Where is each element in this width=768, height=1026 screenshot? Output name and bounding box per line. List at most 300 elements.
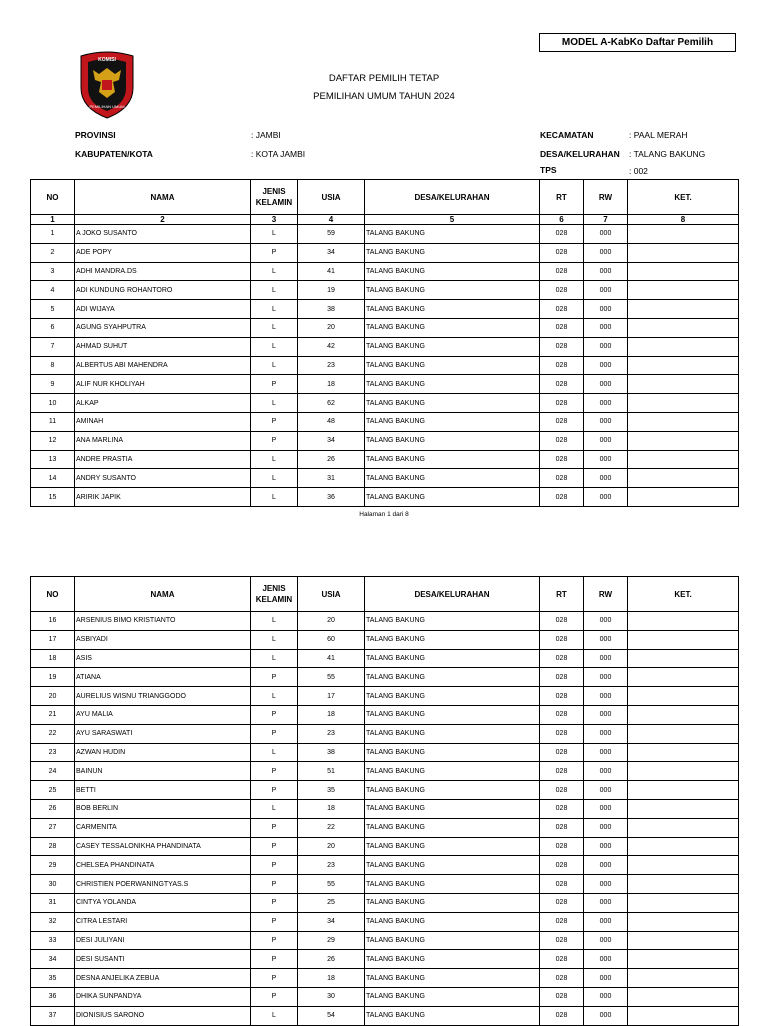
- cell-usia: 38: [298, 743, 365, 762]
- cell-rt: 028: [540, 450, 584, 469]
- cell-usia: 41: [298, 649, 365, 668]
- cell-rt: 028: [540, 630, 584, 649]
- cell-rt: 028: [540, 412, 584, 431]
- table-row: [31, 912, 739, 931]
- table-row: [31, 469, 739, 488]
- cell-rw: 000: [584, 300, 628, 319]
- cell-nama: ADE POPY: [75, 243, 251, 262]
- cell-nama: BETTI: [75, 781, 251, 800]
- cell-desa: TALANG BAKUNG: [365, 818, 540, 837]
- cell-rt: 028: [540, 912, 584, 931]
- cell-rw: 000: [584, 931, 628, 950]
- cell-usia: 41: [298, 262, 365, 281]
- cell-desa: TALANG BAKUNG: [365, 450, 540, 469]
- table-row: [31, 875, 739, 894]
- cell-ket: [628, 724, 739, 743]
- cell-jenis-kelamin: P: [251, 931, 298, 950]
- cell-desa: TALANG BAKUNG: [365, 225, 540, 244]
- cell-rw: 000: [584, 450, 628, 469]
- cell-nama: BOB BERLIN: [75, 799, 251, 818]
- cell-desa: TALANG BAKUNG: [365, 687, 540, 706]
- cell-nama: CASEY TESSALONIKHA PHANDINATA: [75, 837, 251, 856]
- cell-rw: 000: [584, 893, 628, 912]
- cell-ket: [628, 1006, 739, 1025]
- cell-rt: 028: [540, 394, 584, 413]
- cell-rw: 000: [584, 799, 628, 818]
- cell-rt: 028: [540, 488, 584, 507]
- provinsi-value: : JAMBI: [251, 130, 281, 140]
- col-rw: RW: [584, 180, 628, 215]
- cell-desa: TALANG BAKUNG: [365, 987, 540, 1006]
- cell-jenis-kelamin: P: [251, 818, 298, 837]
- cell-no: 24: [31, 762, 75, 781]
- cell-nama: AMINAH: [75, 412, 251, 431]
- cell-rt: 028: [540, 875, 584, 894]
- cell-jenis-kelamin: L: [251, 469, 298, 488]
- cell-jenis-kelamin: L: [251, 799, 298, 818]
- cell-ket: [628, 450, 739, 469]
- cell-rt: 028: [540, 893, 584, 912]
- cell-no: 33: [31, 931, 75, 950]
- cell-jenis-kelamin: L: [251, 630, 298, 649]
- cell-usia: 23: [298, 856, 365, 875]
- cell-no: 17: [31, 630, 75, 649]
- cell-no: 7: [31, 337, 75, 356]
- cell-usia: 18: [298, 375, 365, 394]
- cell-no: 32: [31, 912, 75, 931]
- col-rw: RW: [584, 577, 628, 612]
- cell-rw: 000: [584, 243, 628, 262]
- cell-rw: 000: [584, 668, 628, 687]
- cell-ket: [628, 356, 739, 375]
- cell-usia: 20: [298, 837, 365, 856]
- col-rt: RT: [540, 180, 584, 215]
- cell-no: 8: [31, 356, 75, 375]
- cell-usia: 19: [298, 281, 365, 300]
- cell-jenis-kelamin: P: [251, 969, 298, 988]
- cell-rt: 028: [540, 743, 584, 762]
- cell-no: 37: [31, 1006, 75, 1025]
- cell-nama: DHIKA SUNPANDYA: [75, 987, 251, 1006]
- cell-ket: [628, 281, 739, 300]
- cell-no: 30: [31, 875, 75, 894]
- cell-ket: [628, 950, 739, 969]
- cell-no: 11: [31, 412, 75, 431]
- cell-ket: [628, 630, 739, 649]
- cell-desa: TALANG BAKUNG: [365, 781, 540, 800]
- cell-usia: 36: [298, 488, 365, 507]
- provinsi-label: PROVINSI: [75, 130, 116, 140]
- cell-rw: 000: [584, 337, 628, 356]
- cell-nama: AGUNG SYAHPUTRA: [75, 318, 251, 337]
- cell-rw: 000: [584, 856, 628, 875]
- cell-usia: 23: [298, 356, 365, 375]
- cell-rt: 028: [540, 337, 584, 356]
- cell-rw: 000: [584, 743, 628, 762]
- cell-jenis-kelamin: L: [251, 225, 298, 244]
- cell-usia: 23: [298, 724, 365, 743]
- col-jenis-kelamin: JENIS KELAMIN: [251, 180, 298, 215]
- table-header-row: [31, 577, 739, 612]
- cell-rt: 028: [540, 668, 584, 687]
- cell-no: 9: [31, 375, 75, 394]
- svg-text:PEMILIHAN UMUM: PEMILIHAN UMUM: [89, 104, 125, 109]
- cell-no: 22: [31, 724, 75, 743]
- cell-ket: [628, 649, 739, 668]
- col-rt: RT: [540, 577, 584, 612]
- cell-no: 29: [31, 856, 75, 875]
- table-row: [31, 375, 739, 394]
- cell-jenis-kelamin: P: [251, 987, 298, 1006]
- cell-usia: 54: [298, 1006, 365, 1025]
- cell-no: 14: [31, 469, 75, 488]
- table-row: [31, 818, 739, 837]
- cell-ket: [628, 412, 739, 431]
- cell-rt: 028: [540, 262, 584, 281]
- table-row: [31, 412, 739, 431]
- cell-jenis-kelamin: L: [251, 281, 298, 300]
- cell-no: 2: [31, 243, 75, 262]
- table-row: [31, 431, 739, 450]
- cell-no: 6: [31, 318, 75, 337]
- cell-jenis-kelamin: P: [251, 762, 298, 781]
- table-row: [31, 687, 739, 706]
- cell-desa: TALANG BAKUNG: [365, 394, 540, 413]
- table-row: [31, 488, 739, 507]
- cell-usia: 55: [298, 668, 365, 687]
- cell-usia: 26: [298, 950, 365, 969]
- kabupaten-value: : KOTA JAMBI: [251, 149, 306, 159]
- table-row: [31, 450, 739, 469]
- cell-desa: TALANG BAKUNG: [365, 630, 540, 649]
- cell-nama: AHMAD SUHUT: [75, 337, 251, 356]
- col-desa: DESA/KELURAHAN: [365, 577, 540, 612]
- cell-rw: 000: [584, 837, 628, 856]
- cell-no: 13: [31, 450, 75, 469]
- cell-rt: 028: [540, 856, 584, 875]
- cell-rw: 000: [584, 649, 628, 668]
- cell-rt: 028: [540, 987, 584, 1006]
- cell-nama: ANDRE PRASTIA: [75, 450, 251, 469]
- cell-rt: 028: [540, 837, 584, 856]
- cell-no: 19: [31, 668, 75, 687]
- cell-nama: AYU SARASWATI: [75, 724, 251, 743]
- col-usia: USIA: [298, 577, 365, 612]
- cell-usia: 60: [298, 630, 365, 649]
- cell-desa: TALANG BAKUNG: [365, 931, 540, 950]
- column-number: 5: [365, 215, 540, 225]
- document-subtitle: PEMILIHAN UMUM TAHUN 2024: [313, 91, 455, 102]
- cell-ket: [628, 687, 739, 706]
- cell-desa: TALANG BAKUNG: [365, 318, 540, 337]
- cell-ket: [628, 318, 739, 337]
- kecamatan-value: : PAAL MERAH: [629, 130, 688, 140]
- cell-ket: [628, 488, 739, 507]
- page-info: Halaman 1 dari 8: [359, 511, 409, 518]
- cell-desa: TALANG BAKUNG: [365, 262, 540, 281]
- cell-no: 23: [31, 743, 75, 762]
- table-row: [31, 987, 739, 1006]
- cell-rt: 028: [540, 781, 584, 800]
- cell-desa: TALANG BAKUNG: [365, 649, 540, 668]
- cell-usia: 26: [298, 450, 365, 469]
- table-header-row: [31, 180, 739, 215]
- cell-desa: TALANG BAKUNG: [365, 875, 540, 894]
- cell-desa: TALANG BAKUNG: [365, 612, 540, 631]
- cell-nama: A JOKO SUSANTO: [75, 225, 251, 244]
- cell-ket: [628, 762, 739, 781]
- cell-ket: [628, 668, 739, 687]
- cell-ket: [628, 875, 739, 894]
- cell-rt: 028: [540, 469, 584, 488]
- column-number-row: [31, 215, 739, 225]
- cell-no: 35: [31, 969, 75, 988]
- desa-label: DESA/KELURAHAN: [540, 149, 620, 159]
- svg-text:KOMISI: KOMISI: [98, 57, 116, 63]
- table-row: [31, 630, 739, 649]
- cell-ket: [628, 818, 739, 837]
- cell-desa: TALANG BAKUNG: [365, 705, 540, 724]
- cell-nama: ARIRIK JAPIK: [75, 488, 251, 507]
- cell-rw: 000: [584, 950, 628, 969]
- cell-jenis-kelamin: L: [251, 262, 298, 281]
- cell-nama: ALIF NUR KHOLIYAH: [75, 375, 251, 394]
- cell-rt: 028: [540, 818, 584, 837]
- cell-jenis-kelamin: P: [251, 243, 298, 262]
- cell-nama: CHELSEA PHANDINATA: [75, 856, 251, 875]
- cell-no: 34: [31, 950, 75, 969]
- cell-rw: 000: [584, 225, 628, 244]
- cell-rt: 028: [540, 1006, 584, 1025]
- cell-rw: 000: [584, 281, 628, 300]
- cell-usia: 34: [298, 243, 365, 262]
- cell-rw: 000: [584, 612, 628, 631]
- cell-usia: 35: [298, 781, 365, 800]
- cell-usia: 30: [298, 987, 365, 1006]
- kabupaten-label: KABUPATEN/KOTA: [75, 149, 153, 159]
- cell-jenis-kelamin: L: [251, 356, 298, 375]
- kecamatan-label: KECAMATAN: [540, 130, 594, 140]
- cell-ket: [628, 300, 739, 319]
- cell-ket: [628, 431, 739, 450]
- cell-jenis-kelamin: P: [251, 431, 298, 450]
- cell-nama: CARMENITA: [75, 818, 251, 837]
- table-row: [31, 799, 739, 818]
- cell-rw: 000: [584, 987, 628, 1006]
- cell-jenis-kelamin: P: [251, 875, 298, 894]
- cell-ket: [628, 612, 739, 631]
- cell-nama: CITRA LESTARI: [75, 912, 251, 931]
- cell-nama: DESI SUSANTI: [75, 950, 251, 969]
- cell-nama: DESNA ANJELIKA ZEBUA: [75, 969, 251, 988]
- cell-rw: 000: [584, 781, 628, 800]
- cell-rw: 000: [584, 356, 628, 375]
- cell-rt: 028: [540, 762, 584, 781]
- table-row: [31, 743, 739, 762]
- cell-usia: 51: [298, 762, 365, 781]
- cell-desa: TALANG BAKUNG: [365, 724, 540, 743]
- col-ket: KET.: [628, 577, 739, 612]
- cell-rt: 028: [540, 931, 584, 950]
- cell-desa: TALANG BAKUNG: [365, 431, 540, 450]
- cell-desa: TALANG BAKUNG: [365, 300, 540, 319]
- table-row: [31, 262, 739, 281]
- table-row: [31, 781, 739, 800]
- table-row: [31, 394, 739, 413]
- cell-jenis-kelamin: L: [251, 300, 298, 319]
- table-row: [31, 856, 739, 875]
- cell-no: 27: [31, 818, 75, 837]
- cell-nama: ATIANA: [75, 668, 251, 687]
- cell-usia: 22: [298, 818, 365, 837]
- cell-jenis-kelamin: L: [251, 743, 298, 762]
- cell-ket: [628, 375, 739, 394]
- cell-desa: TALANG BAKUNG: [365, 969, 540, 988]
- cell-ket: [628, 337, 739, 356]
- cell-usia: 59: [298, 225, 365, 244]
- cell-usia: 18: [298, 705, 365, 724]
- cell-jenis-kelamin: L: [251, 394, 298, 413]
- cell-jenis-kelamin: P: [251, 837, 298, 856]
- cell-no: 20: [31, 687, 75, 706]
- cell-usia: 17: [298, 687, 365, 706]
- cell-rw: 000: [584, 412, 628, 431]
- kpu-logo: [75, 50, 139, 120]
- table-row: [31, 318, 739, 337]
- cell-nama: AYU MALIA: [75, 705, 251, 724]
- cell-rw: 000: [584, 912, 628, 931]
- cell-desa: TALANG BAKUNG: [365, 743, 540, 762]
- cell-jenis-kelamin: P: [251, 705, 298, 724]
- column-number: 4: [298, 215, 365, 225]
- cell-no: 5: [31, 300, 75, 319]
- cell-ket: [628, 705, 739, 724]
- column-number: 1: [31, 215, 75, 225]
- cell-rw: 000: [584, 875, 628, 894]
- cell-usia: 48: [298, 412, 365, 431]
- cell-usia: 62: [298, 394, 365, 413]
- cell-ket: [628, 743, 739, 762]
- cell-jenis-kelamin: P: [251, 724, 298, 743]
- table-row: [31, 243, 739, 262]
- col-usia: USIA: [298, 180, 365, 215]
- cell-no: 3: [31, 262, 75, 281]
- cell-ket: [628, 969, 739, 988]
- cell-nama: ALKAP: [75, 394, 251, 413]
- cell-jenis-kelamin: P: [251, 412, 298, 431]
- cell-usia: 34: [298, 431, 365, 450]
- table-row: [31, 724, 739, 743]
- cell-jenis-kelamin: P: [251, 912, 298, 931]
- table-row: [31, 356, 739, 375]
- cell-rw: 000: [584, 818, 628, 837]
- table-row: [31, 668, 739, 687]
- cell-rw: 000: [584, 705, 628, 724]
- col-nama: NAMA: [75, 577, 251, 612]
- cell-desa: TALANG BAKUNG: [365, 243, 540, 262]
- cell-rw: 000: [584, 262, 628, 281]
- table-row: [31, 893, 739, 912]
- cell-jenis-kelamin: L: [251, 687, 298, 706]
- column-number: 3: [251, 215, 298, 225]
- cell-nama: ARSENIUS BIMO KRISTIANTO: [75, 612, 251, 631]
- cell-rw: 000: [584, 724, 628, 743]
- cell-nama: CINTYA YOLANDA: [75, 893, 251, 912]
- cell-ket: [628, 781, 739, 800]
- desa-value: : TALANG BAKUNG: [629, 149, 706, 159]
- cell-no: 10: [31, 394, 75, 413]
- tps-value: : 002: [629, 166, 648, 176]
- cell-rt: 028: [540, 375, 584, 394]
- cell-ket: [628, 394, 739, 413]
- cell-rw: 000: [584, 488, 628, 507]
- cell-no: 16: [31, 612, 75, 631]
- cell-rt: 028: [540, 950, 584, 969]
- cell-usia: 20: [298, 612, 365, 631]
- cell-nama: DIONISIUS SARONO: [75, 1006, 251, 1025]
- cell-rw: 000: [584, 630, 628, 649]
- column-number: 2: [75, 215, 251, 225]
- model-label: MODEL A-KabKo Daftar Pemilih: [539, 33, 736, 52]
- cell-rw: 000: [584, 375, 628, 394]
- cell-usia: 18: [298, 969, 365, 988]
- cell-rt: 028: [540, 281, 584, 300]
- cell-desa: TALANG BAKUNG: [365, 356, 540, 375]
- cell-desa: TALANG BAKUNG: [365, 375, 540, 394]
- col-no: NO: [31, 577, 75, 612]
- table-row: [31, 931, 739, 950]
- cell-rt: 028: [540, 969, 584, 988]
- cell-jenis-kelamin: P: [251, 668, 298, 687]
- column-number: 7: [584, 215, 628, 225]
- table-row: [31, 649, 739, 668]
- table-row: [31, 612, 739, 631]
- cell-rw: 000: [584, 469, 628, 488]
- cell-usia: 29: [298, 931, 365, 950]
- cell-nama: ASIS: [75, 649, 251, 668]
- table-row: [31, 337, 739, 356]
- cell-rw: 000: [584, 394, 628, 413]
- cell-nama: ANDRY SUSANTO: [75, 469, 251, 488]
- cell-usia: 20: [298, 318, 365, 337]
- cell-rt: 028: [540, 612, 584, 631]
- cell-rt: 028: [540, 300, 584, 319]
- voter-table-page-1: [30, 179, 739, 507]
- cell-rw: 000: [584, 431, 628, 450]
- cell-desa: TALANG BAKUNG: [365, 488, 540, 507]
- cell-usia: 25: [298, 893, 365, 912]
- cell-nama: ALBERTUS ABI MAHENDRA: [75, 356, 251, 375]
- cell-desa: TALANG BAKUNG: [365, 668, 540, 687]
- cell-rt: 028: [540, 318, 584, 337]
- cell-usia: 42: [298, 337, 365, 356]
- cell-no: 25: [31, 781, 75, 800]
- cell-no: 26: [31, 799, 75, 818]
- cell-no: 1: [31, 225, 75, 244]
- cell-desa: TALANG BAKUNG: [365, 856, 540, 875]
- cell-rt: 028: [540, 243, 584, 262]
- cell-usia: 55: [298, 875, 365, 894]
- cell-desa: TALANG BAKUNG: [365, 337, 540, 356]
- cell-jenis-kelamin: P: [251, 950, 298, 969]
- cell-desa: TALANG BAKUNG: [365, 837, 540, 856]
- cell-no: 15: [31, 488, 75, 507]
- cell-no: 28: [31, 837, 75, 856]
- cell-desa: TALANG BAKUNG: [365, 912, 540, 931]
- cell-no: 12: [31, 431, 75, 450]
- cell-usia: 31: [298, 469, 365, 488]
- col-ket: KET.: [628, 180, 739, 215]
